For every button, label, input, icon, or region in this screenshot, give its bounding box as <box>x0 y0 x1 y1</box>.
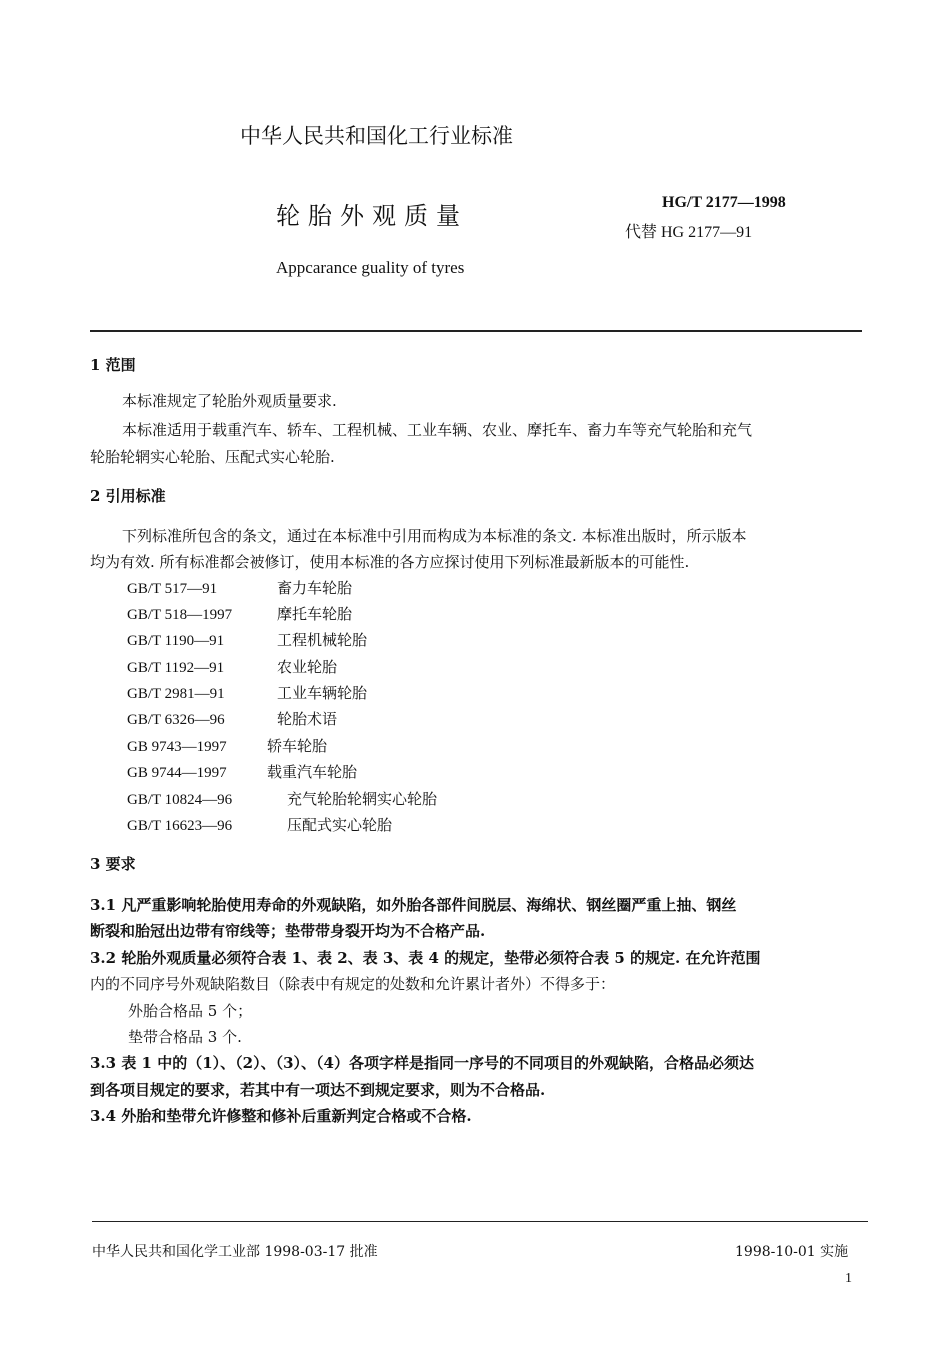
clause-3-2-line-4: 垫带合格品 3 个. <box>128 1028 242 1046</box>
reference-name: 压配式实心轮胎 <box>287 816 393 834</box>
footer-divider <box>92 1221 868 1222</box>
reference-code: GB 9744—1997 <box>127 765 227 781</box>
reference-name: 载重汽车轮胎 <box>267 763 358 781</box>
section-1-heading: 1 范围 <box>90 356 136 374</box>
section-2-paragraph-line-2: 均为有效. 所有标准都会被修订，使用本标准的各方应探讨使用下列标准最新版本的可能性. <box>90 553 690 571</box>
effective-date: 1998-10-01 实施 <box>735 1244 849 1260</box>
reference-name: 畜力车轮胎 <box>277 579 353 597</box>
reference-code: GB/T 6326—96 <box>127 712 225 728</box>
standard-category: 中华人民共和国化工行业标准 <box>240 124 513 148</box>
reference-code: GB/T 10824—96 <box>127 792 233 808</box>
section-1-paragraph-2-line-1: 本标准适用于载重汽车、轿车、工程机械、工业车辆、农业、摩托车、畜力车等充气轮胎和充气 <box>122 421 753 439</box>
clause-3-2-line-3: 外胎合格品 5 个； <box>128 1002 253 1020</box>
page-number: 1 <box>845 1271 852 1286</box>
header-divider <box>90 330 862 332</box>
reference-name: 摩托车轮胎 <box>277 605 353 623</box>
approval-text: 中华人民共和国化学工业部 1998-03-17 批准 <box>92 1244 378 1260</box>
reference-item <box>127 603 352 624</box>
reference-name: 工业车辆轮胎 <box>277 684 368 702</box>
reference-name: 轿车轮胎 <box>267 737 328 755</box>
reference-code: GB/T 1192—91 <box>127 660 225 676</box>
clause-3-2-line-2: 内的不同序号外观缺陷数目（除表中有规定的处数和允许累计者外）不得多于： <box>90 975 616 993</box>
section-3-heading: 3 要求 <box>90 855 136 873</box>
reference-code: GB 9743—1997 <box>127 739 227 755</box>
section-1-paragraph-1: 本标准规定了轮胎外观质量要求. <box>122 392 337 410</box>
reference-code: GB/T 16623—96 <box>127 818 233 834</box>
reference-code: GB/T 2981—91 <box>127 686 225 702</box>
standard-code: HG/T 2177—1998 <box>662 194 786 211</box>
reference-code: GB/T 517—91 <box>127 581 218 597</box>
reference-item <box>127 577 352 598</box>
clause-3-4: 3.4 外胎和垫带允许修整和修补后重新判定合格或不合格. <box>90 1107 472 1125</box>
section-2-heading: 2 引用标准 <box>90 487 166 505</box>
reference-name: 轮胎术语 <box>277 710 338 728</box>
reference-item <box>127 629 367 650</box>
reference-name: 充气轮胎轮辋实心轮胎 <box>287 790 438 808</box>
clause-3-1-line-1: 3.1 凡严重影响轮胎使用寿命的外观缺陷，如外胎各部件间脱层、海绵状、钢丝圈严重上抽、钢丝 <box>90 896 737 914</box>
document-title-english: Appcarance guality of tyres <box>276 258 465 277</box>
clause-3-3-line-1: 3.3 表 1 中的（1）、（2）、（3）、（4）各项字样是指同一序号的不同项目的外观缺陷，合格品必须达 <box>90 1054 754 1072</box>
reference-name: 农业轮胎 <box>277 658 338 676</box>
reference-code: GB/T 518—1997 <box>127 607 233 623</box>
clause-3-3-line-2: 到各项目规定的要求，若其中有一项达不到规定要求，则为不合格品. <box>90 1081 546 1099</box>
document-title: 轮胎外观质量 <box>276 202 468 230</box>
reference-code: GB/T 1190—91 <box>127 633 225 649</box>
reference-item <box>127 814 392 835</box>
reference-item <box>127 708 337 729</box>
clause-3-1-line-2: 断裂和胎冠出边带有帘线等；垫带带身裂开均为不合格产品. <box>90 922 486 940</box>
section-1-paragraph-2-line-2: 轮胎轮辋实心轮胎、压配式实心轮胎. <box>90 448 335 466</box>
section-2-paragraph-line-1: 下列标准所包含的条文，通过在本标准中引用而构成为本标准的条文. 本标准出版时，所示版本 <box>122 527 747 545</box>
replaces-code: 代替 HG 2177—91 <box>625 224 753 241</box>
clause-3-2-line-1: 3.2 轮胎外观质量必须符合表 1、表 2、表 3、表 4 的规定，垫带必须符合表 5 的规定. 在允许范围 <box>90 949 761 967</box>
reference-name: 工程机械轮胎 <box>277 631 368 649</box>
reference-item <box>127 735 327 756</box>
reference-item <box>127 682 367 703</box>
reference-item <box>127 761 357 782</box>
reference-item <box>127 656 337 677</box>
reference-item <box>127 788 437 809</box>
